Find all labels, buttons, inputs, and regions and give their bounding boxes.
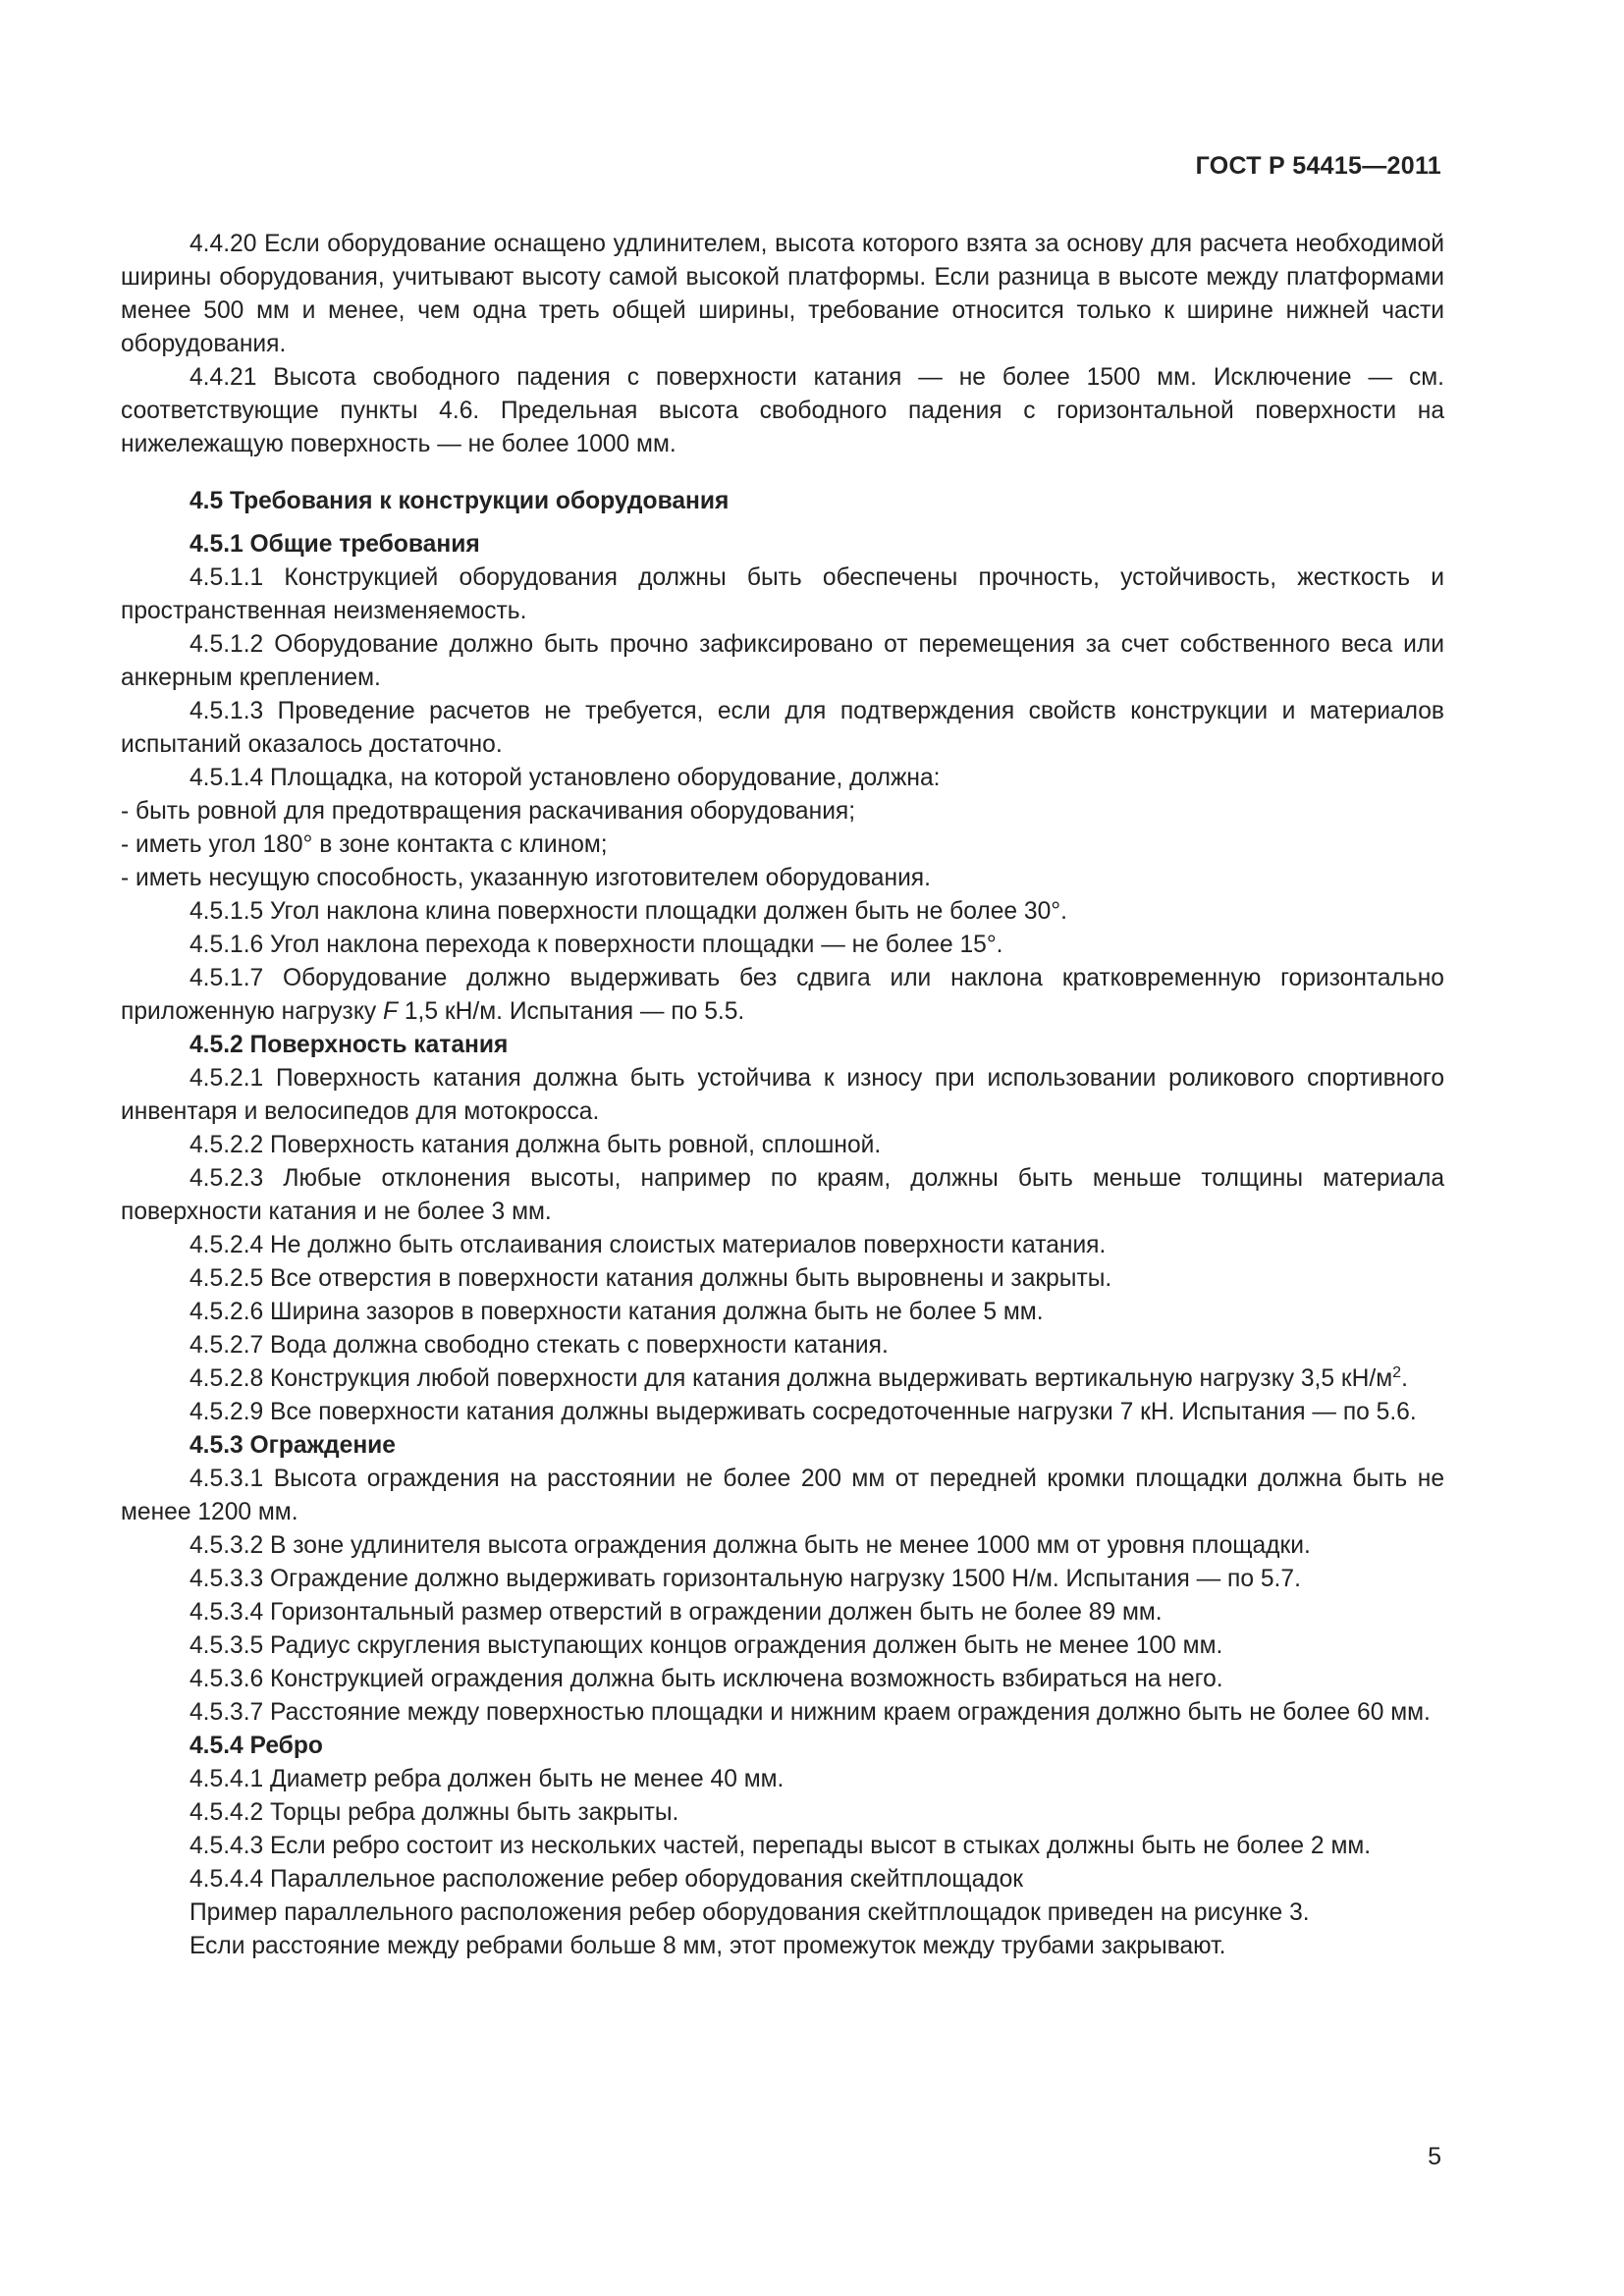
section-heading-4-5: 4.5 Требования к конструкции оборудования bbox=[189, 488, 730, 514]
subsection-heading-4-5-4: 4.5.4 Ребро bbox=[189, 1733, 323, 1759]
subsection-heading-4-5-1: 4.5.1 Общие требования bbox=[189, 531, 480, 558]
subsection-heading-4-5-3: 4.5.3 Ограждение bbox=[189, 1432, 396, 1459]
paragraph-4-5-4-4: 4.5.4.4 Параллельное расположение ребер оборудования скейтплощадок bbox=[189, 1866, 1024, 1893]
paragraph-4-5-2-6: 4.5.2.6 Ширина зазоров в поверхности катания должна быть не более 5 мм. bbox=[189, 1299, 1044, 1325]
paragraph-4-5-3-5: 4.5.3.5 Радиус скругления выступающих концов ограждения должен быть не менее 100 мм. bbox=[189, 1632, 1223, 1659]
paragraph-4-5-2-2: 4.5.2.2 Поверхность катания должна быть ровной, сплошной. bbox=[189, 1132, 882, 1158]
paragraph-4-5-1-7-text-b: 1,5 кН/м. Испытания — по 5.5. bbox=[398, 998, 745, 1025]
paragraph-4-5-1-2: 4.5.1.2 Оборудование должно быть прочно зафиксировано от перемещения за счет собственного веса или анкерным креплением. bbox=[121, 631, 1444, 691]
paragraph-4-5-2-9: 4.5.2.9 Все поверхности катания должны выдерживать сосредоточенные нагрузки 7 кН. Испытания — по 5.6. bbox=[189, 1399, 1417, 1425]
paragraph-4-5-1-7 bbox=[121, 962, 1444, 1029]
paragraph-4-5-1-3: 4.5.1.3 Проведение расчетов не требуется, если для подтверждения свойств конструкции и материалов испытаний оказалось достаточно. bbox=[121, 698, 1444, 758]
paragraph-4-5-4-2: 4.5.4.2 Торцы ребра должны быть закрыты. bbox=[189, 1799, 679, 1826]
paragraph-4-5-3-2: 4.5.3.2 В зоне удлинителя высота ограждения должна быть не менее 1000 мм от уровня площадки. bbox=[189, 1532, 1311, 1559]
paragraph-4-5-2-8 bbox=[121, 1362, 1444, 1396]
paragraph-4-5-2-3: 4.5.2.3 Любые отклонения высоты, например по краям, должны быть меньше толщины материала поверхности катания и не более 3 мм. bbox=[121, 1165, 1444, 1225]
document-code-header: ГОСТ Р 54415—2011 bbox=[1195, 152, 1441, 180]
paragraph-4-5-2-7: 4.5.2.7 Вода должна свободно стекать с поверхности катания. bbox=[189, 1332, 889, 1359]
paragraph-4-4-21: 4.4.21 Высота свободного падения с поверхности катания — не более 1500 мм. Исключение — см. соответствующие пункты 4.6. Предельная высота свободного падения с горизонтальной поверхности на нижележащую поверхность — не более 1000 мм. bbox=[121, 364, 1444, 457]
paragraph-4-5-1-6: 4.5.1.6 Угол наклона перехода к поверхности площадки — не более 15°. bbox=[189, 932, 1003, 958]
paragraph-4-5-2-5: 4.5.2.5 Все отверстия в поверхности катания должны быть выровнены и закрыты. bbox=[189, 1265, 1112, 1292]
force-symbol: F bbox=[383, 998, 399, 1025]
paragraph-4-5-3-3: 4.5.3.3 Ограждение должно выдерживать горизонтальную нагрузку 1500 Н/м. Испытания — по 5.7. bbox=[189, 1566, 1301, 1592]
paragraph-4-5-1-4: 4.5.1.4 Площадка, на которой установлено оборудование, должна: bbox=[189, 765, 941, 791]
paragraph-gap-closing: Если расстояние между ребрами больше 8 мм, этот промежуток между трубами закрывают. bbox=[189, 1933, 1226, 1959]
paragraph-4-5-3-1: 4.5.3.1 Высота ограждения на расстоянии не более 200 мм от передней кромки площадки должна быть не менее 1200 мм. bbox=[121, 1466, 1444, 1525]
paragraph-4-5-1-1: 4.5.1.1 Конструкцией оборудования должны быть обеспечены прочность, устойчивость, жесткость и пространственная неизменяемость. bbox=[121, 564, 1444, 624]
list-item: - иметь несущую способность, указанную изготовителем оборудования. bbox=[121, 865, 931, 891]
paragraph-4-5-4-1: 4.5.4.1 Диаметр ребра должен быть не менее 40 мм. bbox=[189, 1766, 785, 1792]
document-body bbox=[121, 228, 1444, 1963]
paragraph-4-5-2-1: 4.5.2.1 Поверхность катания должна быть устойчива к износу при использовании роликового спортивного инвентаря и велосипедов для мотокросса. bbox=[121, 1065, 1444, 1125]
paragraph-4-5-2-8-text-b: . bbox=[1401, 1365, 1408, 1392]
paragraph-4-5-1-5: 4.5.1.5 Угол наклона клина поверхности площадки должен быть не более 30°. bbox=[189, 898, 1067, 925]
page-number: 5 bbox=[1428, 2143, 1441, 2170]
superscript-exponent: 2 bbox=[1392, 1364, 1402, 1381]
list-item: - иметь угол 180° в зоне контакта с клином; bbox=[121, 831, 608, 858]
paragraph-4-5-3-7: 4.5.3.7 Расстояние между поверхностью площадки и нижним краем ограждения должно быть не более 60 мм. bbox=[189, 1699, 1431, 1726]
paragraph-example-figure-3: Пример параллельного расположения ребер оборудования скейтплощадок приведен на рисунке 3. bbox=[189, 1899, 1310, 1926]
list-item: - быть ровной для предотвращения раскачивания оборудования; bbox=[121, 798, 856, 825]
paragraph-4-5-3-6: 4.5.3.6 Конструкцией ограждения должна быть исключена возможность взбираться на него. bbox=[189, 1666, 1223, 1692]
subsection-heading-4-5-2: 4.5.2 Поверхность катания bbox=[189, 1032, 509, 1058]
paragraph-4-5-2-8-text-a: 4.5.2.8 Конструкция любой поверхности для катания должна выдерживать вертикальную нагрузку 3,5 кН/м bbox=[189, 1365, 1393, 1392]
paragraph-4-5-4-3: 4.5.4.3 Если ребро состоит из нескольких частей, перепады высот в стыках должны быть не более 2 мм. bbox=[189, 1833, 1372, 1859]
paragraph-4-5-1-7-text-a: 4.5.1.7 Оборудование должно выдерживать без сдвига или наклона кратковременную горизонтально приложенную нагрузку bbox=[121, 965, 1444, 1025]
paragraph-4-4-20: 4.4.20 Если оборудование оснащено удлинителем, высота которого взята за основу для расчета необходимой ширины оборудования, учитывают высоту самой высокой платформы. Если разница в высоте между платформами менее 500 мм и менее, чем одна треть общей ширины, требование относится только к ширине нижней части оборудования. bbox=[121, 231, 1444, 357]
paragraph-4-5-2-4: 4.5.2.4 Не должно быть отслаивания слоистых материалов поверхности катания. bbox=[189, 1232, 1107, 1258]
paragraph-4-5-3-4: 4.5.3.4 Горизонтальный размер отверстий в ограждении должен быть не более 89 мм. bbox=[189, 1599, 1163, 1626]
